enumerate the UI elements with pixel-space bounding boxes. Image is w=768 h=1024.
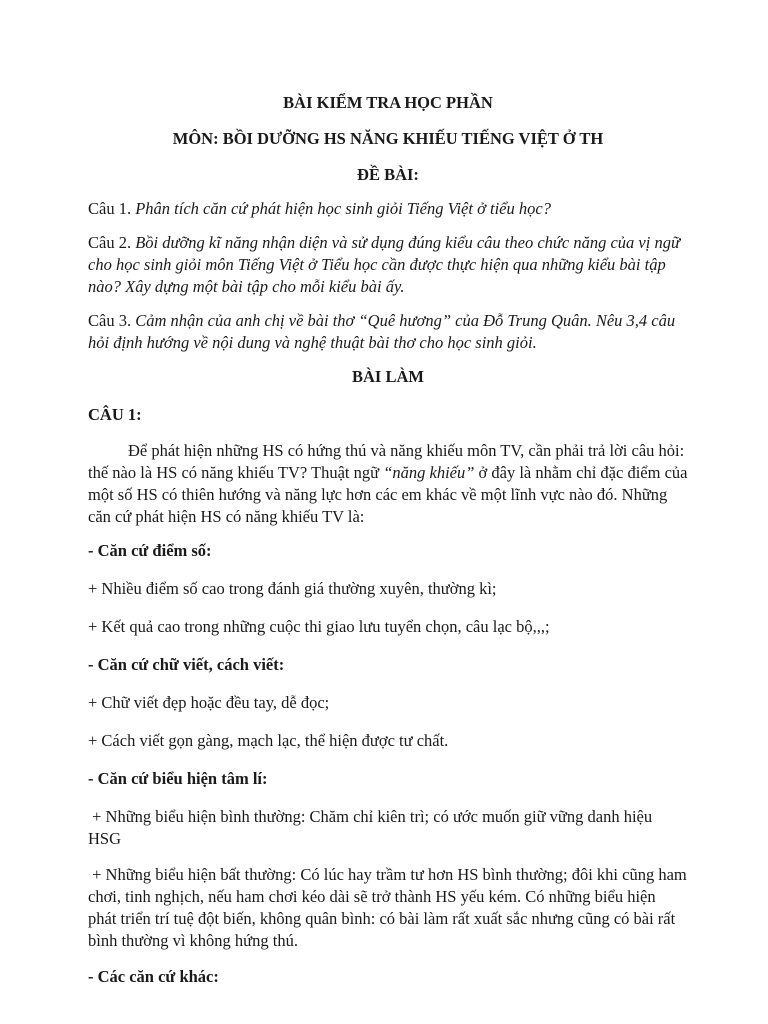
- subject-title: MÔN: BỒI DƯỠNG HS NĂNG KHIẾU TIẾNG VIỆT Ở TH: [172, 129, 604, 148]
- question-3-label: Câu 3.: [88, 311, 136, 330]
- intro-paragraph: [88, 440, 688, 528]
- document-body: [88, 92, 691, 1004]
- document-title: BÀI KIỂM TRA HỌC PHẦN: [283, 93, 493, 112]
- question-3-text: Cảm nhận của anh chị về bài thơ “Quê hương” của Đỗ Trung Quân. Nêu 3,4 câu hỏi định hướng về nội dung và nghệ thuật bài thơ cho học sinh giỏi.: [88, 311, 676, 352]
- tam-li-item-2: + Những biểu hiện bất thường: Có lúc hay trầm tư hơn HS bình thường; đôi khi cũng ham chơi, tinh nghịch, nếu ham chơi kéo dài sẽ trở thành HS yếu kém. Có những biểu hiện phát triển trí tuệ đột biến, không quân bình: có bài làm rất xuất sắc nhưng cũng có bài rất bình thường vì không hứng thú.: [88, 865, 691, 950]
- chu-viet-item-2: + Cách viết gọn gàng, mạch lạc, thể hiện được tư chất.: [88, 731, 449, 750]
- diem-so-item-1: + Nhiều điểm số cao trong đánh giá thường xuyên, thường kì;: [88, 579, 497, 598]
- de-bai-heading: ĐỀ BÀI:: [357, 165, 419, 184]
- question-2: [88, 232, 688, 298]
- question-2-label: Câu 2.: [88, 233, 136, 252]
- tam-li-item-1: + Những biểu hiện bình thường: Chăm chỉ kiên trì; có ước muốn giữ vững danh hiệu HSG: [88, 807, 657, 848]
- question-1-label: Câu 1.: [88, 199, 136, 218]
- question-3: [88, 310, 688, 354]
- bai-lam-heading: BÀI LÀM: [352, 367, 424, 386]
- question-1: [88, 198, 688, 220]
- section-diem-so: - Căn cứ điểm số:: [88, 541, 212, 560]
- intro-italic-term: “năng khiếu”: [383, 463, 475, 482]
- section-tam-li: - Căn cứ biểu hiện tâm lí:: [88, 769, 268, 788]
- section-cac-can-cu-khac: - Các căn cứ khác:: [88, 967, 219, 986]
- intro-text-1: Để phát hiện những HS có hứng thú và năng khiếu môn TV, cần phải trả lời câu hỏi: thế nào là HS có năng khiếu TV? Thuật ngữ: [88, 441, 685, 482]
- intro-text-2: ở đây là nhằm chỉ đặc điểm của một số HS có thiên hướng và năng lực hơn các em khác về một lĩnh vực nào đó. Những căn cứ phát hiện HS có năng khiếu TV là:: [88, 463, 688, 526]
- section-chu-viet: - Căn cứ chữ viết, cách viết:: [88, 655, 285, 674]
- question-1-text: Phân tích căn cứ phát hiện học sinh giỏi Tiếng Việt ở tiểu học?: [135, 199, 551, 218]
- question-2-text: Bồi dưỡng kĩ năng nhận diện và sử dụng đúng kiểu câu theo chức năng của vị ngữ cho học sinh giỏi môn Tiếng Việt ở Tiểu học cần được thực hiện qua những kiểu bài tập nào? Xây dựng một bài tập cho mỗi kiểu bài ấy.: [88, 233, 680, 296]
- chu-viet-item-1: + Chữ viết đẹp hoặc đều tay, dễ đọc;: [88, 693, 330, 712]
- cau-1-heading: CÂU 1:: [88, 405, 142, 424]
- diem-so-item-2: + Kết quả cao trong những cuộc thi giao lưu tuyển chọn, câu lạc bộ,,,;: [88, 617, 550, 636]
